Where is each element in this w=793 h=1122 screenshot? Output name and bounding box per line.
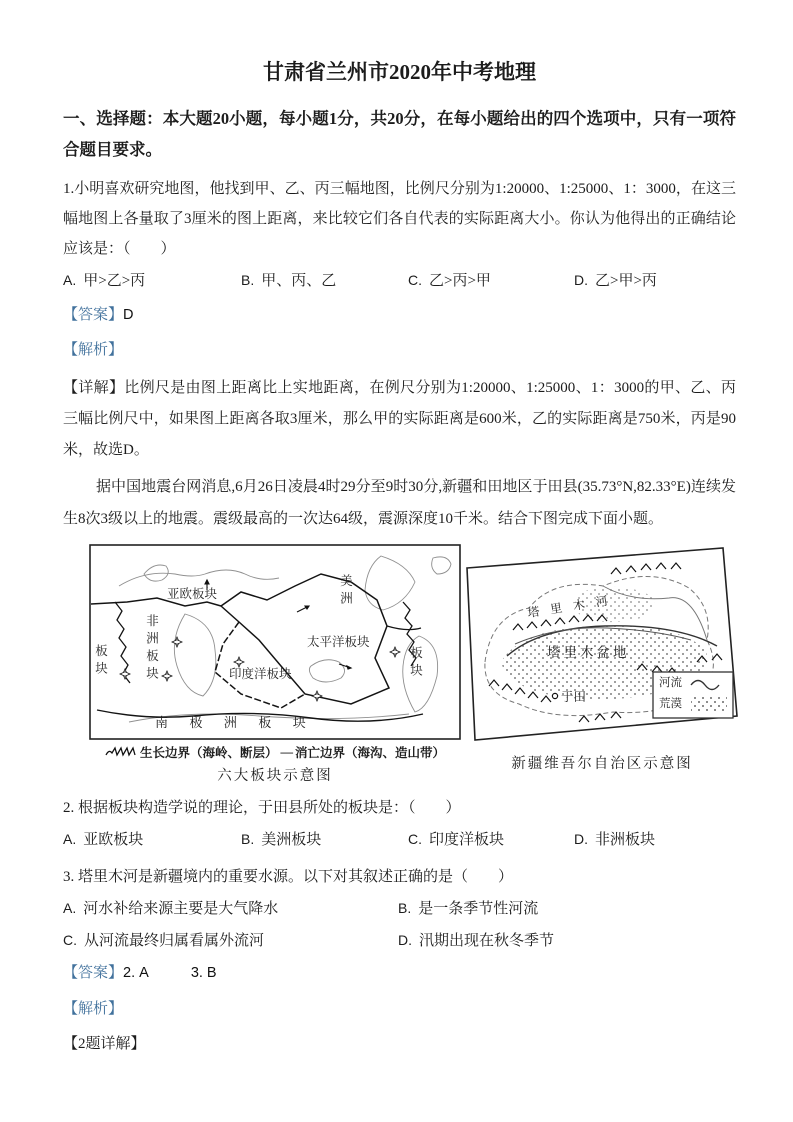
q3-option-d bbox=[398, 929, 736, 950]
q3-option-a bbox=[63, 897, 398, 918]
q2-q3-answer-line bbox=[63, 961, 736, 985]
section-heading: 一、选择题：本大题20小题，每小题1分，共20分，在每小题给出的四个选项中，只有一项符合题目要求。 bbox=[63, 109, 736, 160]
earthquake-passage: 据中国地震台网消息,6月26日凌晨4时29分至9时30分,新疆和田地区于田县(35.73°N,82.33°E)连续发生8次3级以上的地震。震级最高的一次达64级，震源深度10千米。结合下图完成下面小题。 bbox=[63, 479, 736, 527]
option-key: C. bbox=[408, 831, 422, 848]
plate-label-american-south: 板块 bbox=[408, 646, 423, 682]
legend-growth-text: 生长边界（海岭、断层） bbox=[139, 746, 278, 761]
plates-caption: 六大板块示意图 bbox=[217, 768, 333, 785]
q1-option-c bbox=[408, 269, 574, 290]
label-tarim-basin: 塔里木盆地 bbox=[547, 645, 630, 661]
option-key: A. bbox=[63, 831, 77, 848]
plate-label-antarctic: 南极洲板块 bbox=[155, 715, 328, 731]
option-label: 印度洋板块 bbox=[429, 832, 505, 849]
q3-option-b bbox=[398, 897, 736, 918]
q2-option-c bbox=[408, 828, 574, 849]
option-label: 亚欧板块 bbox=[83, 832, 144, 849]
option-key: D. bbox=[398, 932, 412, 949]
question-2-text: 2. 根据板块构造学说的理论，于田县所处的板块是：（ ） bbox=[63, 800, 461, 817]
option-label: 甲>乙>丙 bbox=[83, 273, 146, 290]
plate-label-pacific: 太平洋板块 bbox=[307, 635, 370, 650]
plate-label-american-north: 美洲 bbox=[338, 574, 353, 610]
option-key: B. bbox=[241, 831, 255, 848]
option-label: 河水补给来源主要是大气降水 bbox=[83, 901, 279, 918]
option-label: 从河流最终归属看属外流河 bbox=[84, 933, 265, 950]
xinjiang-caption: 新疆维吾尔自治区示意图 bbox=[511, 756, 693, 773]
plates-legend bbox=[105, 743, 445, 761]
q3-answer-value: 3. B bbox=[190, 965, 217, 982]
option-key: B. bbox=[241, 272, 255, 289]
detail-tag: 【详解】 bbox=[63, 380, 125, 397]
plate-label-african: 非洲板块 bbox=[144, 614, 159, 685]
detail-text: 比例尺是由图上距离比上实地距离，在例尺分别为1:20000、1:25000、1：3000的甲、乙、丙三幅比例尺中，如果图上距离各取3厘米，那么甲的实际距离是600米，乙的实际距离是750米，丙是90米，故选D。 bbox=[63, 380, 736, 458]
option-label: 非洲板块 bbox=[595, 832, 656, 849]
plate-label-indian: 印度洋板块 bbox=[229, 667, 292, 682]
option-label: 乙>甲>丙 bbox=[595, 273, 657, 290]
plate-label-eurasian: 亚欧板块 bbox=[167, 587, 218, 602]
page-title: 甘肃省兰州市2020年中考地理 bbox=[263, 60, 536, 84]
q1-option-a bbox=[63, 269, 241, 290]
question-1-options bbox=[63, 269, 736, 290]
question-3-text: 3. 塔里木河是新疆境内的重要水源。以下对其叙述正确的是（ ） bbox=[63, 869, 514, 886]
death-boundary-icon: — bbox=[280, 744, 292, 759]
q1-detail-paragraph bbox=[63, 373, 736, 465]
q1-option-b bbox=[241, 269, 408, 290]
desert-dots-icon bbox=[691, 697, 727, 712]
q2-answer-value: 2. A bbox=[123, 965, 149, 982]
q2-q3-analysis-line bbox=[63, 997, 736, 1021]
answer-tag: 【答案】 bbox=[63, 307, 124, 324]
option-label: 甲、丙、乙 bbox=[261, 273, 337, 290]
legend-death-text: 消亡边界（海沟、造山带） bbox=[295, 746, 446, 761]
figure-xinjiang bbox=[461, 544, 743, 785]
option-key: A. bbox=[63, 272, 77, 289]
option-key: C. bbox=[63, 932, 77, 949]
q1-option-d bbox=[574, 269, 736, 290]
six-plates-map bbox=[89, 544, 461, 740]
option-key: A. bbox=[63, 900, 77, 917]
q2-detail-heading bbox=[63, 1032, 736, 1056]
option-key: D. bbox=[574, 831, 588, 848]
question-2-options bbox=[63, 828, 736, 849]
analysis-tag: 【解析】 bbox=[63, 342, 124, 359]
option-key: C. bbox=[408, 272, 422, 289]
question-1-text: 1.小明喜欢研究地图，他找到甲、乙、丙三幅地图，比例尺分别为1:20000、1:25000、1：3000，在这三幅地图上各量取了3厘米的图上距离，来比较它们各自代表的实际距离大小。你认为他得出的正确结论应该是：（ ） bbox=[63, 181, 736, 258]
option-label: 美洲板块 bbox=[261, 832, 322, 849]
q1-analysis-line bbox=[63, 338, 736, 362]
option-key: D. bbox=[574, 272, 588, 289]
option-key: B. bbox=[398, 900, 412, 917]
q2-option-a bbox=[63, 828, 241, 849]
option-label: 是一条季节性河流 bbox=[418, 901, 539, 918]
q1-answer-value: D bbox=[123, 307, 134, 324]
q2-option-d bbox=[574, 828, 736, 849]
growth-boundary-icon bbox=[105, 746, 137, 758]
answer-tag: 【答案】 bbox=[63, 965, 124, 982]
question-3-options-row-2 bbox=[63, 929, 736, 950]
q3-option-c bbox=[63, 929, 398, 950]
plate-label-american-west: 板块 bbox=[93, 644, 108, 680]
figure-six-plates bbox=[89, 544, 461, 785]
option-label: 汛期出现在秋冬季节 bbox=[419, 933, 555, 950]
xinjiang-map bbox=[461, 544, 743, 744]
legend-label-desert: 荒漠 bbox=[659, 698, 682, 711]
figures-row bbox=[63, 544, 736, 785]
detail2-tag: 【2题详解】 bbox=[63, 1035, 146, 1052]
label-yutian: 于田 bbox=[561, 690, 587, 705]
label-tarim-river: 塔里木河 bbox=[526, 592, 620, 621]
q1-answer-line bbox=[63, 303, 736, 327]
legend-label-river: 河流 bbox=[659, 677, 682, 690]
q2-option-b bbox=[241, 828, 408, 849]
question-3-options-row-1 bbox=[63, 897, 736, 918]
analysis-tag: 【解析】 bbox=[63, 1000, 124, 1017]
option-label: 乙>丙>甲 bbox=[429, 273, 491, 290]
